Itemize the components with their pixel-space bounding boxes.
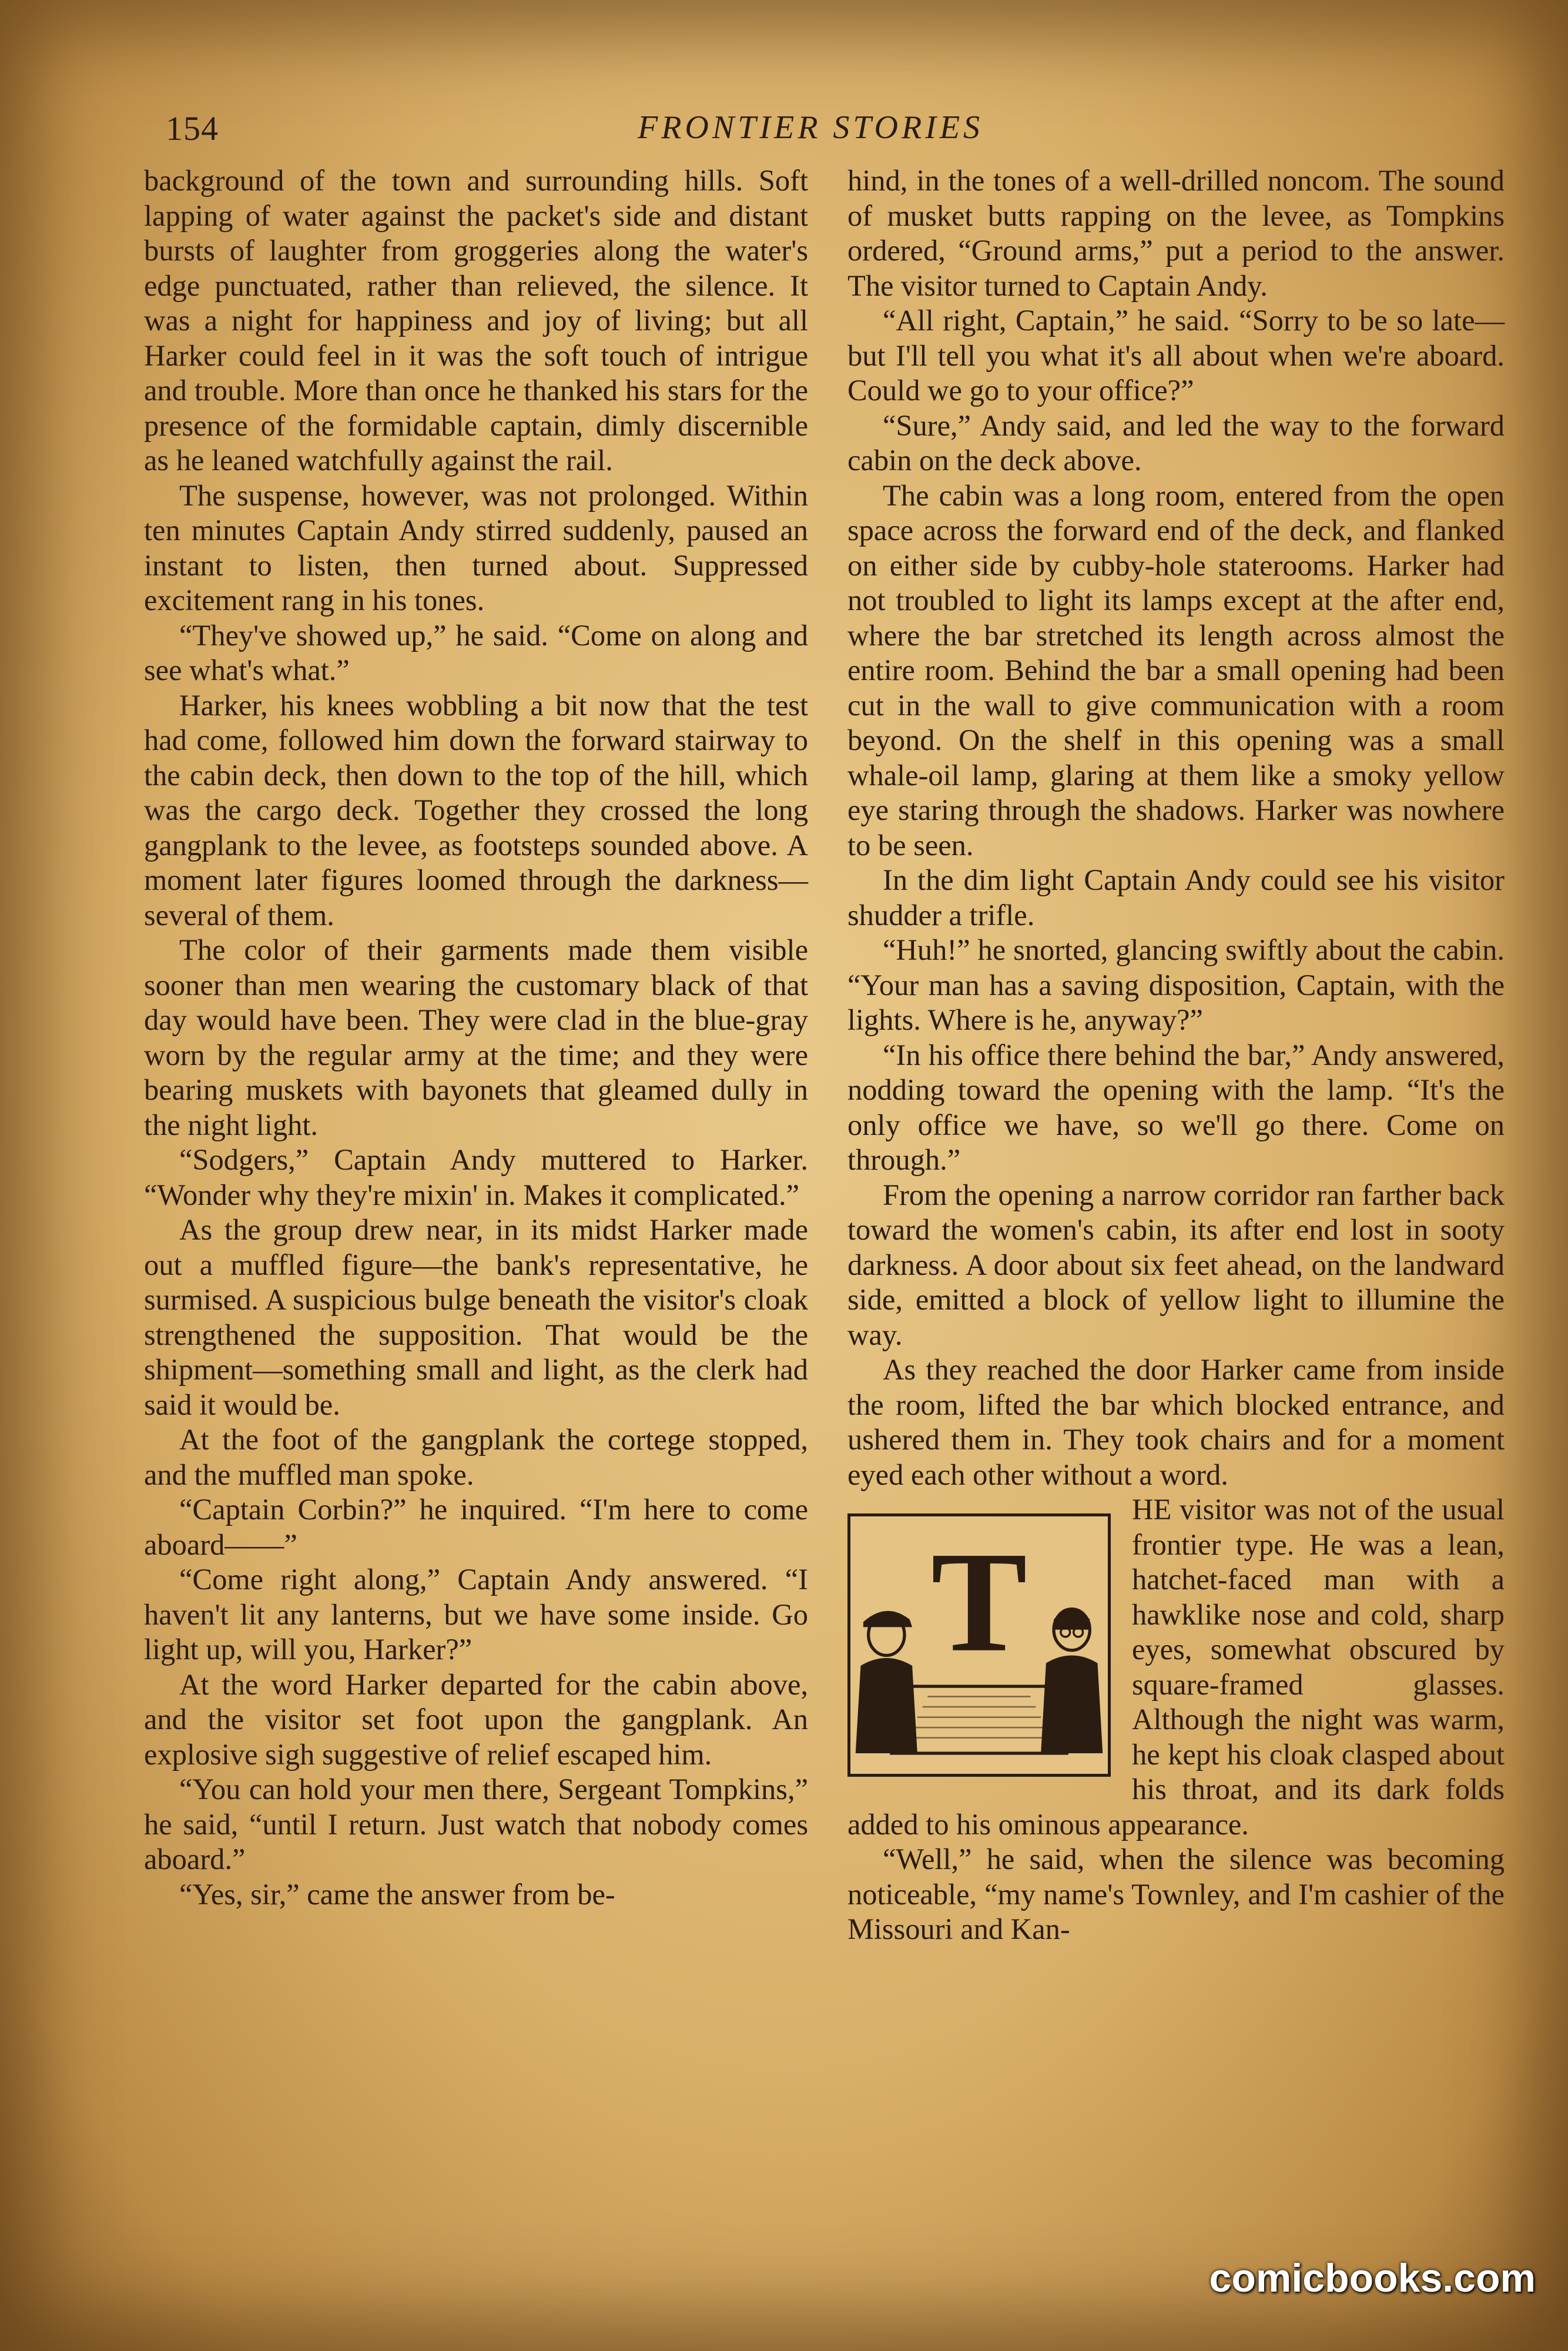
dropcap-illustration-art <box>850 1516 1108 1774</box>
dropcap-paragraph: HE visitor was not of the usual frontier type. He was a lean, hatchet-faced man with a hawklike nose and cold, sharp eyes, somewhat obscured by square-framed glasses. Although the night was warm, he kept his cloak clasped about his throat, and its dark folds added to his ominous appearance. <box>847 1493 1505 1841</box>
paragraph: “Captain Corbin?” he inquired. “I'm here to come aboard——” <box>144 1493 808 1561</box>
page-number: 154 <box>166 109 219 148</box>
paragraph: At the foot of the gangplank the cortege stopped, and the muffled man spoke. <box>144 1423 808 1491</box>
paragraph: From the opening a narrow corridor ran farther back toward the women's cabin, its after end lost in sooty darkness. A door about six feet ahead, on the landward side, emitted a block of yellow light to illumine the way. <box>847 1178 1505 1351</box>
svg-text:T: T <box>931 1522 1027 1682</box>
paragraph: As the group drew near, in its midst Harker made out a muffled figure—the bank's representative, he surmised. A suspicious bulge beneath the visitor's cloak strengthened the supposition. That would be the shipment—something small and light, as the clerk had said it would be. <box>144 1213 808 1421</box>
paragraph: As they reached the door Harker came from inside the room, lifted the bar which blocked entrance, and ushered them in. They took chairs and for a moment eyed each other without a word. <box>847 1353 1505 1491</box>
paragraph: “They've showed up,” he said. “Come on along and see what's what.” <box>144 618 808 686</box>
page-header <box>0 109 1568 162</box>
paragraph: “Yes, sir,” came the answer from be- <box>179 1877 615 1911</box>
paragraph: “In his office there behind the bar,” Andy answered, nodding toward the opening with the lamp. “It's the only office we have, so we'll go there. Come on through.” <box>847 1038 1505 1176</box>
paragraph: “You can hold your men there, Sergeant Tompkins,” he said, “until I return. Just watch that nobody comes aboard.” <box>144 1773 808 1876</box>
paragraph: Harker, his knees wobbling a bit now that the test had come, followed him down the forward stairway to the cabin deck, then down to the top of the hill, which was the cargo deck. Together they crossed the long gangplank to the levee, as footsteps sounded above. A moment later figures loomed through the darkness—several of them. <box>144 688 808 932</box>
paragraph: In the dim light Captain Andy could see his visitor shudder a trifle. <box>847 863 1505 932</box>
paragraph: background of the town and surrounding hills. Soft lapping of water against the packet's side and distant bursts of laughter from groggeries along the water's edge punctuated, rather than relieved, the silence. It was a night for happiness and joy of living; but all Harker could feel in it was the soft touch of intrigue and trouble. More than once he thanked his stars for the presence of the formidable captain, dimly discernible as he leaned watchfully against the rail. <box>144 164 808 477</box>
dropcap-illustration <box>847 1513 1111 1777</box>
paragraph: The suspense, however, was not prolonged. Within ten minutes Captain Andy stirred suddenly, paused an instant to listen, then turned about. Suppressed excitement rang in his tones. <box>144 478 808 617</box>
paragraph: “Huh!” he snorted, glancing swiftly about the cabin. “Your man has a saving disposition, Captain, with the lights. Where is he, anyway?” <box>847 933 1505 1036</box>
paragraph: “All right, Captain,” he said. “Sorry to be so late—but I'll tell you what it's all about when we're aboard. Could we go to your office?” <box>847 304 1505 407</box>
paragraph: “Sodgers,” Captain Andy muttered to Harker. “Wonder why they're mixin' in. Makes it complicated.” <box>144 1143 808 1211</box>
running-head: FRONTIER STORIES <box>638 109 984 146</box>
dropcap-section <box>847 1492 1505 1842</box>
site-watermark: comicbooks.com <box>1209 2256 1536 2300</box>
right-column <box>847 163 1505 1947</box>
paragraph: At the word Harker departed for the cabin above, and the visitor set foot upon the gangplank. An explosive sigh suggestive of relief escaped him. <box>144 1667 808 1771</box>
paragraph: “Sure,” Andy said, and led the way to the forward cabin on the deck above. <box>847 408 1505 477</box>
left-column <box>144 163 808 1912</box>
paragraph: The color of their garments made them visible sooner than men wearing the customary black of that day would have been. They were clad in the blue-gray worn by the regular army at the time; and they were bearing muskets with bayonets that gleamed dully in the night light. <box>144 933 808 1141</box>
paragraph: “Come right along,” Captain Andy answered. “I haven't lit any lanterns, but we have some inside. Go light up, will you, Harker?” <box>144 1563 808 1666</box>
paragraph: hind, in the tones of a well-drilled noncom. The sound of musket butts rapping on the levee, as Tompkins ordered, “Ground arms,” put a period to the answer. The visitor turned to Captain Andy. <box>847 164 1505 302</box>
paragraph: “Well,” he said, when the silence was becoming noticeable, “my name's Townley, and I'm cashier of the Missouri and Kan- <box>847 1843 1505 1945</box>
paragraph: The cabin was a long room, entered from the open space across the forward end of the deck, and flanked on either side by cubby-hole staterooms. Harker had not troubled to light its lamps except at the after end, where the bar stretched its length across almost the entire room. Behind the bar a small opening had been cut in the wall to give communication with a room beyond. On the shelf in this opening was a small whale-oil lamp, glaring at them like a smoky yellow eye staring through the shadows. Harker was nowhere to be seen. <box>847 478 1505 862</box>
